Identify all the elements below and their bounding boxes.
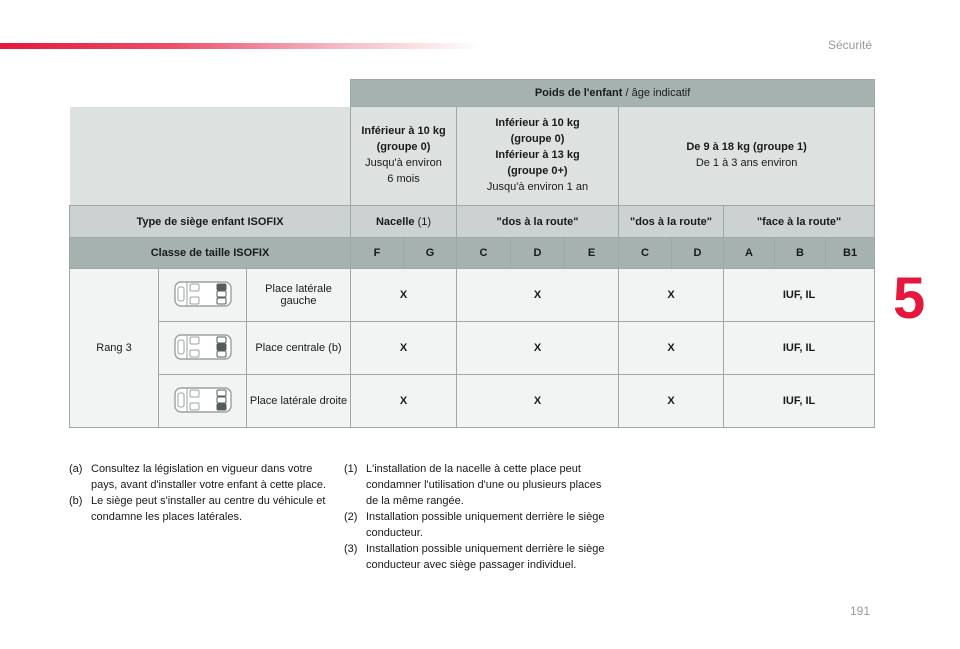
seat-type-2: "dos à la route" <box>457 206 619 238</box>
size-class: C <box>457 238 511 269</box>
isofix-table <box>69 79 875 428</box>
category-line: Jusqu'à environ 1 an <box>486 180 589 193</box>
category-line: (groupe 0) <box>376 141 431 154</box>
size-class: B1 <box>826 238 875 269</box>
seat-outline <box>217 351 226 357</box>
seat-type-1: Nacelle (1) <box>351 206 457 238</box>
weight-category-2 <box>457 107 619 206</box>
page-number: 191 <box>849 604 870 618</box>
notes-left <box>69 462 331 526</box>
size-class: G <box>404 238 457 269</box>
value-cell: IUF, IL <box>724 375 875 428</box>
blank-cell <box>70 80 351 107</box>
category-line: Jusqu'à environ <box>365 157 442 169</box>
value-cell: X <box>457 269 619 322</box>
table-row <box>70 322 875 375</box>
vehicle-seat-icon <box>159 269 247 322</box>
size-class: E <box>565 238 619 269</box>
seat-outline <box>217 337 226 343</box>
weight-header-rest: / âge indicatif <box>622 87 691 99</box>
seat-position: Place centrale (b) <box>247 322 351 375</box>
size-class-label: Classe de taille ISOFIX <box>70 238 351 269</box>
size-class: D <box>672 238 724 269</box>
category-line: Inférieur à 13 kg <box>495 149 580 162</box>
value-cell: X <box>351 375 457 428</box>
vehicle-seat-icon <box>159 375 247 428</box>
footnote: (2) Installation possible uniquement derrière le siège conducteur. <box>344 510 605 539</box>
category-line: (groupe 0+) <box>507 164 568 177</box>
seat-type-4: "face à la route" <box>724 206 875 238</box>
category-line: De 1 à 3 ans environ <box>695 157 798 169</box>
value-cell: IUF, IL <box>724 269 875 322</box>
size-class: C <box>619 238 672 269</box>
section-title: Sécurité <box>827 38 872 52</box>
table-row <box>70 269 875 322</box>
vehicle-topview-icon <box>173 332 233 362</box>
category-line: Inférieur à 10 kg <box>495 117 580 130</box>
value-cell: X <box>619 375 724 428</box>
value-cell: X <box>619 322 724 375</box>
vehicle-topview-icon <box>173 279 233 309</box>
weight-category-1 <box>351 107 457 206</box>
seat-outline <box>217 397 226 403</box>
category-line: (groupe 0) <box>510 133 565 146</box>
value-cell: X <box>457 375 619 428</box>
size-class: F <box>351 238 404 269</box>
category-line: De 9 à 18 kg (groupe 1) <box>686 141 807 154</box>
value-cell: IUF, IL <box>724 322 875 375</box>
seat-outline <box>217 291 226 297</box>
value-cell: X <box>457 322 619 375</box>
seat-outline <box>217 390 226 396</box>
category-line: 6 mois <box>387 172 420 185</box>
vehicle-seat-icon <box>159 322 247 375</box>
blank-cell <box>70 107 351 206</box>
size-class: B <box>775 238 826 269</box>
size-class: A <box>724 238 775 269</box>
footnote: (a) Consultez la législation en vigueur dans votre pays, avant d'installer votre enfant à cette place. <box>69 463 327 491</box>
weight-header-bold: Poids de l'enfant <box>534 87 623 99</box>
seat-outline <box>217 298 226 304</box>
vehicle-topview-icon <box>173 385 233 415</box>
header-accent-bar <box>0 43 480 49</box>
footnote: (3) Installation possible uniquement derrière le siège conducteur avec siège passager individuel. <box>344 542 605 571</box>
category-line: Inférieur à 10 kg <box>361 125 446 138</box>
seat-highlighted <box>217 344 226 350</box>
rank-label: Rang 3 <box>70 269 159 428</box>
seat-type-3: "dos à la route" <box>619 206 724 238</box>
notes-right <box>344 462 606 574</box>
footnote: (b) Le siège peut s'installer au centre du véhicule et condamne les places latérales. <box>69 494 326 523</box>
seat-type-label: Type de siège enfant ISOFIX <box>70 206 351 238</box>
value-cell: X <box>351 269 457 322</box>
seat-highlighted <box>217 404 226 410</box>
size-class: D <box>511 238 565 269</box>
seat-highlighted <box>217 284 226 290</box>
weight-category-3 <box>619 107 875 206</box>
chapter-number: 5 <box>893 266 926 331</box>
footnote: (1) L'installation de la nacelle à cette place peut condamner l'utilisation d'une ou plusieurs places de la même rangée. <box>344 463 602 507</box>
weight-header <box>351 80 875 107</box>
table-row <box>70 375 875 428</box>
value-cell: X <box>351 322 457 375</box>
seat-position: Place latérale droite <box>247 375 351 428</box>
value-cell: X <box>619 269 724 322</box>
seat-position: Place latérale gauche <box>247 269 351 322</box>
